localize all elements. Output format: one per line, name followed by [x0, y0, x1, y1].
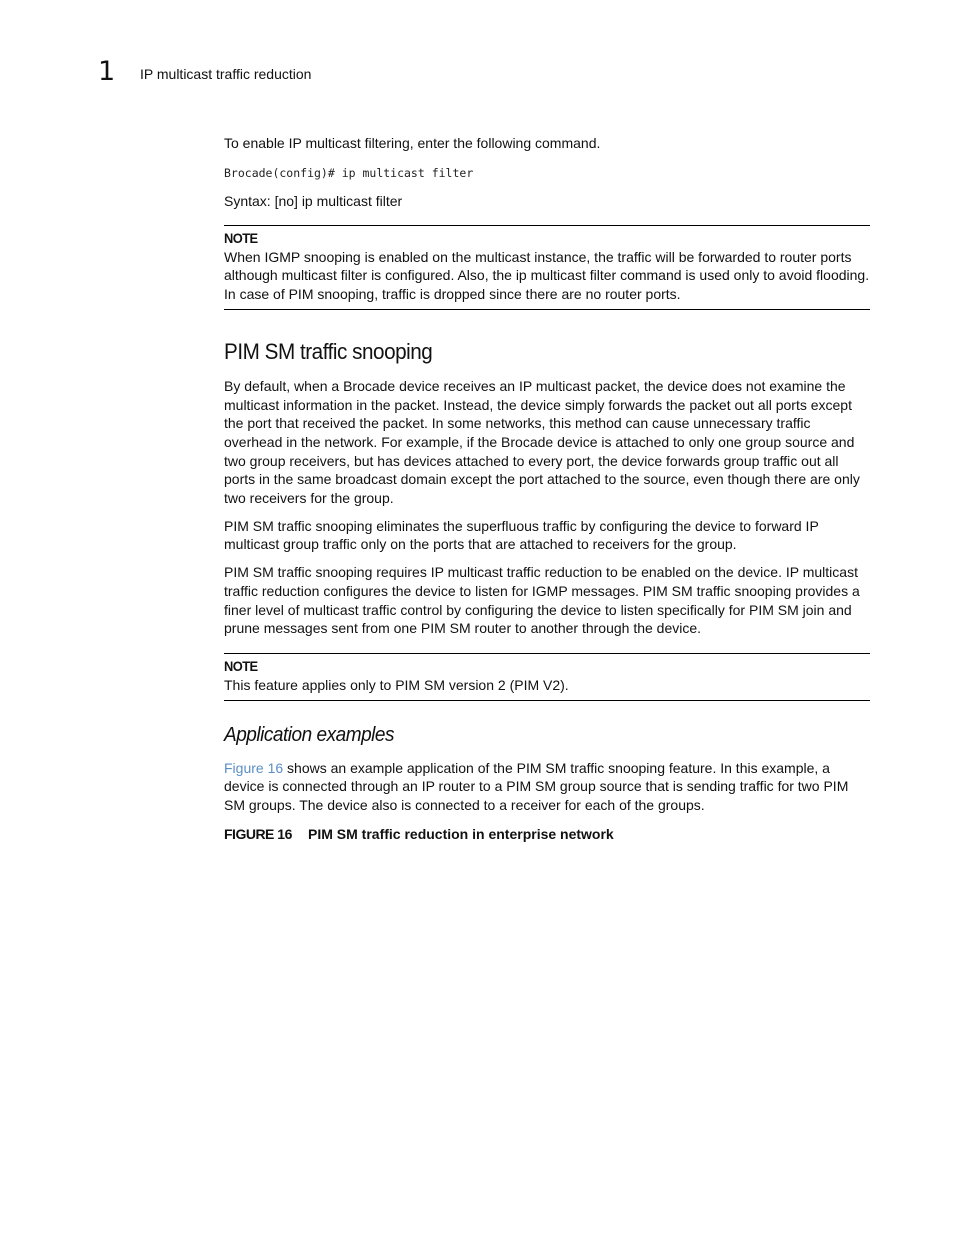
section-paragraph-3: PIM SM traffic snooping requires IP multicast traffic reduction to be enabled on the device. IP multicast traffic reduction configures the device to listen for IGMP messages. PIM SM traffic snooping provides a finer level of multicast traffic control by configuring the device to listen specifically for PIM SM join and prune messages sent from one PIM SM router to another through the device.: [224, 564, 860, 637]
command-example: Brocade(config)# ip multicast filter: [224, 165, 474, 180]
enable-instruction: To enable IP multicast filtering, enter the following command.: [224, 135, 601, 151]
chapter-number: 1: [98, 56, 116, 87]
application-paragraph-text: shows an example application of the PIM SM traffic snooping feature. In this example, a device is connected through an IP router to a PIM SM group source that is sending traffic for two PIM SM groups. The device also is connected to a receiver for each of the groups.: [224, 759, 849, 814]
note-label: NOTE: [224, 229, 258, 246]
note-text: This feature applies only to PIM SM version 2 (PIM V2).: [224, 676, 569, 693]
note-box-pim-version: [224, 653, 870, 701]
figure-caption: [224, 825, 870, 843]
section-heading-wrap: [224, 338, 870, 366]
subsection-title: Application examples: [224, 723, 395, 746]
note-label: NOTE: [224, 657, 258, 674]
figure-16-link[interactable]: Figure 16: [224, 759, 284, 776]
syntax-line: Syntax: [no] ip multicast filter: [224, 192, 403, 209]
application-paragraph: [224, 759, 870, 815]
page-content: [224, 134, 870, 843]
section-title: PIM SM traffic snooping: [224, 338, 433, 364]
figure-label: FIGURE 16: [224, 825, 292, 842]
section-paragraph-1: By default, when a Brocade device receives an IP multicast packet, the device does not examine the multicast information in the packet. Instead, the device simply forwards the packet out all ports except the port that received the packet. In some networks, this method can cause unnecessary traffic overhead in the network. For example, if the Brocade device is attached to only one group source and two group receivers, but has devices attached to every port, the device forwards group traffic out all ports in the same broadcast domain except the port attached to the source, even though there are only two receivers for the group.: [224, 377, 860, 507]
subsection-heading-wrap: [224, 722, 870, 748]
figure-caption-text: PIM SM traffic reduction in enterprise network: [308, 825, 614, 842]
running-title: IP multicast traffic reduction: [140, 66, 312, 82]
note-box-igmp: [224, 225, 870, 310]
section-paragraph-2: PIM SM traffic snooping eliminates the superfluous traffic by configuring the device to forward IP multicast group traffic only on the ports that are attached to receivers for the group.: [224, 517, 819, 553]
note-text: When IGMP snooping is enabled on the multicast instance, the traffic will be forwarded to router ports although multicast filter is configured. Also, the ip multicast filter command is used only to avoid flooding. In case of PIM snooping, traffic is dropped since there are no router ports.: [224, 248, 870, 303]
